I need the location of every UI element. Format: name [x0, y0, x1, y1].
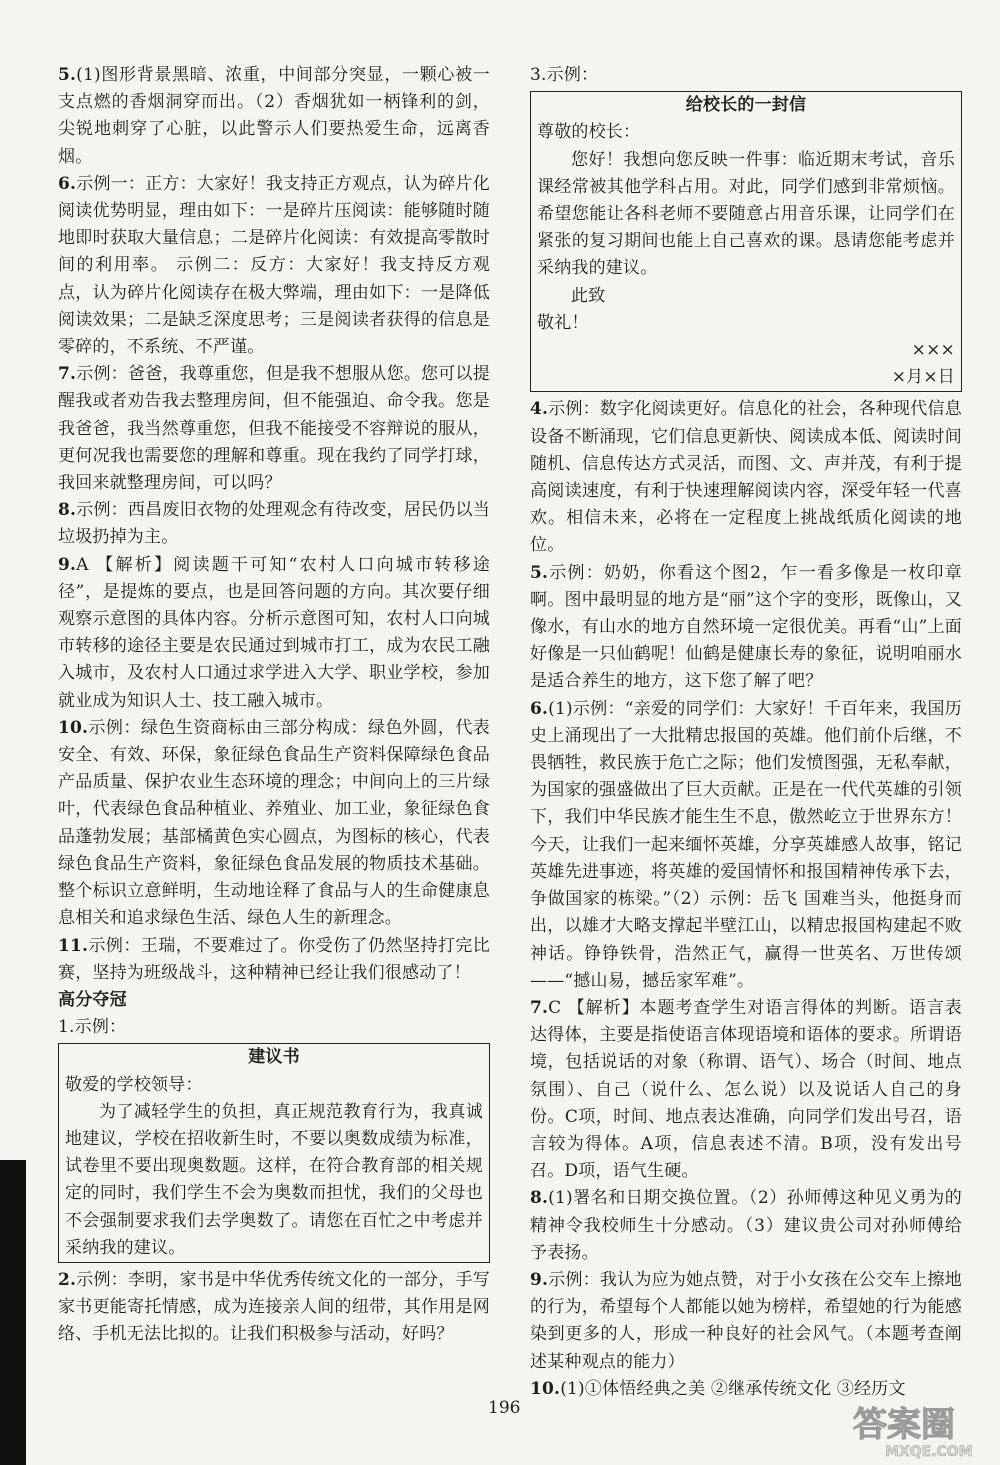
- answer-text: 示例一：正方：大家好！我支持正方观点，认为碎片化阅读优势明显，理由如下：一是碎片压阅读：能够随时随地即时获取大量信息；二是碎片化阅读：有效提高零散时间的利用率。 示例二：反方：大家好！我支持反方观点，认为碎片化阅读存在极大弊端，理由如下：一是降低阅读效果；二是缺乏深度思考；三是阅读者获得的信息是零碎的，不系统、不严谨。: [58, 173, 490, 358]
- item-3-label: 3.示例：: [530, 65, 599, 85]
- proposal-body: 为了减轻学生的负担，真正规范教育行为，我真诚地建议，学校在招收新生时，不要以奥数成绩为标准，试卷里不要出现奥数题。这样，在符合教育部的相关规定的同时，我们学生不会为奥数而担忧，我们的父母也不会强制要求我们去学奥数了。请您在百忙之中考虑并采纳我的建议。: [65, 1101, 483, 1258]
- answer-number: 10.: [530, 1378, 561, 1399]
- answer-number: 9.: [58, 554, 77, 575]
- answer-number: 7.: [58, 364, 77, 385]
- answer-text: A 【解析】阅读题干可知“农村人口向城市转移途径”，是提炼的要点，也是回答问题的方向。其次要仔细观察示意图的具体内容。分析示意图可知，农村人口向城市转移的途径主要是农民通过到城市打工，成为农民工融入城市，及农村人口通过求学进入大学、职业学校，参加就业成为知识人士、技工融入城市。: [58, 554, 490, 711]
- letter-closing-1: 此致: [571, 285, 606, 306]
- scan-edge-shadow: [0, 1160, 26, 1465]
- answer-text: 示例：我认为应为她点赞，对于小女孩在公交车上擦地的行为，希望每个人都能以她为榜样，希望她的行为能感染到更多的人，形成一种良好的社会风气。（本题考查阐述某种观点的能力）: [530, 1269, 962, 1372]
- principal-letter-box: [530, 91, 962, 392]
- right-answer-list: [530, 396, 962, 1403]
- answer-number: 8.: [58, 500, 77, 521]
- left-answer-list: [58, 62, 490, 987]
- answer-item: [58, 361, 490, 497]
- answer-text: 示例：李明，家书是中华优秀传统文化的一部分，手写家书更能寄托情感，成为连接亲人间的纽带，其作用是网络、手机无法比拟的。让我们积极参与活动，好吗？: [58, 1269, 490, 1345]
- section-heading: 高分夺冠: [58, 989, 127, 1010]
- answer-item: [58, 62, 490, 171]
- page-number: 196: [488, 1398, 521, 1418]
- answer-number: 5.: [530, 562, 549, 583]
- answer-text: 示例：王瑞，不要难过了。你受伤了仍然坚持打完比赛，坚持为班级战斗，这种精神已经让我们很感动了！: [58, 935, 490, 983]
- answer-number: 11.: [58, 935, 89, 956]
- answer-item: [530, 560, 962, 696]
- proposal-title: 建议书: [248, 1047, 300, 1068]
- answer-number: 2.: [58, 1269, 77, 1290]
- answer-number: 10.: [58, 717, 89, 738]
- answer-text: 示例：绿色生资商标由三部分构成：绿色外圆，代表安全、有效、环保，象征绿色食品生产资料保障绿色食品产品质量、保护农业生态环境的理念；中间向上的三片绿叶，代表绿色食品种植业、养殖业、加工业，象征绿色食品蓬勃发展；基部橘黄色实心圆点，为图标的核心，代表绿色食品生产资料，象征绿色食品发展的物质技术基础。整个标识立意鲜明，生动地诠释了食品与人的生命健康息息相关和追求绿色生活、绿色人生的新理念。: [58, 717, 490, 929]
- answer-text: 示例：西昌废旧衣物的处理观念有待改变，居民仍以当垃圾扔掉为主。: [58, 500, 490, 548]
- answer-item: [530, 396, 962, 559]
- answer-item: [58, 171, 490, 361]
- answer-text: C 【解析】本题考查学生对语言得体的判断。语言表达得体，主要是指使语言体现语境和语体的要求。所谓语境，包括说话的对象（称谓、语气）、场合（时间、地点氛围）、自己（说什么、怎么说）以及说话人自己的身份。C项，时间、地点表达准确，向同学们发出号召，语言较为得体。A项，信息表述不清。B项，没有发出号召。D项，语气生硬。: [530, 997, 962, 1182]
- answer-item: [530, 1267, 962, 1376]
- watermark-sub: MXQE.COM: [885, 1444, 973, 1460]
- letter-date: ×月×日: [891, 367, 955, 388]
- answer-text: 示例：爸爸，我尊重您，但是我不想服从您。您可以提醒我或者劝告我去整理房间，但不能强迫、命令我。您是我爸爸，我当然尊重您，但我不能接受不容辩说的服从，更何况我也需要您的理解和尊重。现在我约了同学打球，我回来就整理房间，可以吗？: [58, 364, 490, 494]
- answer-text: (1)示例：“亲爱的同学们：大家好！千百年来，我国历史上涌现出了一大批精忠报国的英雄。他们前仆后继，不畏牺牲，救民族于危亡之际；他们发愤图强，无私奉献，为国家的强盛做出了巨大贡献。正是在一代代英雄的引领下，我们中华民族才能生生不息，傲然屹立于世界东方！今天，让我们一起来缅怀英雄，分享英雄感人故事，铭记英雄先进事迹，将英雄的爱国情怀和报国精神传承下去，争做国家的栋梁。”（2）示例：岳飞 国难当头，他挺身而出，以雄才大略支撑起半壁江山，以精忠报国构建起不败神话。铮铮铁骨，浩然正气，赢得一世英名、万世传颂——“撼山易，撼岳家军难”。: [530, 698, 962, 991]
- answer-text: (1)署名和日期交换位置。（2）孙师傅这种见义勇为的精神令我校师生十分感动。（3）建议贵公司对孙师傅给予表扬。: [530, 1188, 962, 1263]
- letter-closing-2: 敬礼！: [537, 312, 589, 333]
- answer-item: [58, 497, 490, 551]
- letter-salutation: 尊敬的校长：: [537, 122, 641, 143]
- answer-number: 5.: [58, 65, 77, 85]
- answer-item: [58, 552, 490, 715]
- right-column: [530, 62, 962, 1403]
- answer-number: 6.: [58, 173, 77, 194]
- answer-number: 4.: [530, 399, 549, 420]
- answer-number: 8.: [530, 1188, 549, 1209]
- answer-number: 7.: [530, 997, 549, 1018]
- item-1-label: 1.示例：: [58, 1017, 127, 1038]
- answer-text: (1)①体悟经典之美 ②继承传统文化 ③经历文: [560, 1378, 906, 1399]
- answer-number: 6.: [530, 698, 549, 719]
- answer-item: [58, 933, 490, 987]
- left-column: [58, 62, 490, 1349]
- proposal-salutation: 敬爱的学校领导：: [65, 1074, 203, 1095]
- watermark-logo: [845, 1396, 995, 1460]
- answer-number: 9.: [530, 1269, 549, 1290]
- proposal-letter-box: [58, 1043, 490, 1263]
- letter-signature: ×××: [911, 340, 955, 361]
- answer-item: [530, 696, 962, 995]
- answer-text: (1)图形背景黑暗、浓重，中间部分突显，一颗心被一支点燃的香烟洞穿而出。（2）香烟犹如一柄锋利的剑，尖锐地刺穿了心脏，以此警示人们要热爱生命，远离香烟。: [58, 65, 490, 167]
- answer-item-2: [58, 1267, 490, 1349]
- answer-text: 示例：数字化阅读更好。信息化的社会，各种现代信息设备不断涌现，它们信息更新快、阅读成本低、阅读时间随机、信息传达方式灵活，而图、文、声并茂，有利于提高阅读速度，有利于快速理解阅读内容，深受年轻一代喜欢。相信未来，必将在一定程度上挑战纸质化阅读的地位。: [530, 399, 962, 556]
- answer-item: [58, 715, 490, 933]
- letter-body: 您好！我想向您反映一件事：临近期末考试，音乐课经常被其他学科占用。对此，同学们感到非常烦恼。希望您能让各科老师不要随意占用音乐课，让同学们在紧张的复习期间也能上自己喜欢的课。恳请您能考虑并采纳我的建议。: [537, 149, 955, 279]
- answer-text: 示例：奶奶，你看这个图2，乍一看多像是一枚印章啊。图中最明显的地方是“丽”这个字的变形，既像山，又像水，有山水的地方自然环境一定很优美。再看“山”上面好像是一只仙鹤呢！仙鹤是健康长寿的象征，说明咱丽水是适合养生的地方，这下您了解了吧？: [530, 562, 962, 692]
- letter-title: 给校长的一封信: [685, 95, 807, 116]
- answer-item: [530, 995, 962, 1185]
- watermark-text: 答案圈: [853, 1405, 955, 1445]
- answer-item: [530, 1185, 962, 1267]
